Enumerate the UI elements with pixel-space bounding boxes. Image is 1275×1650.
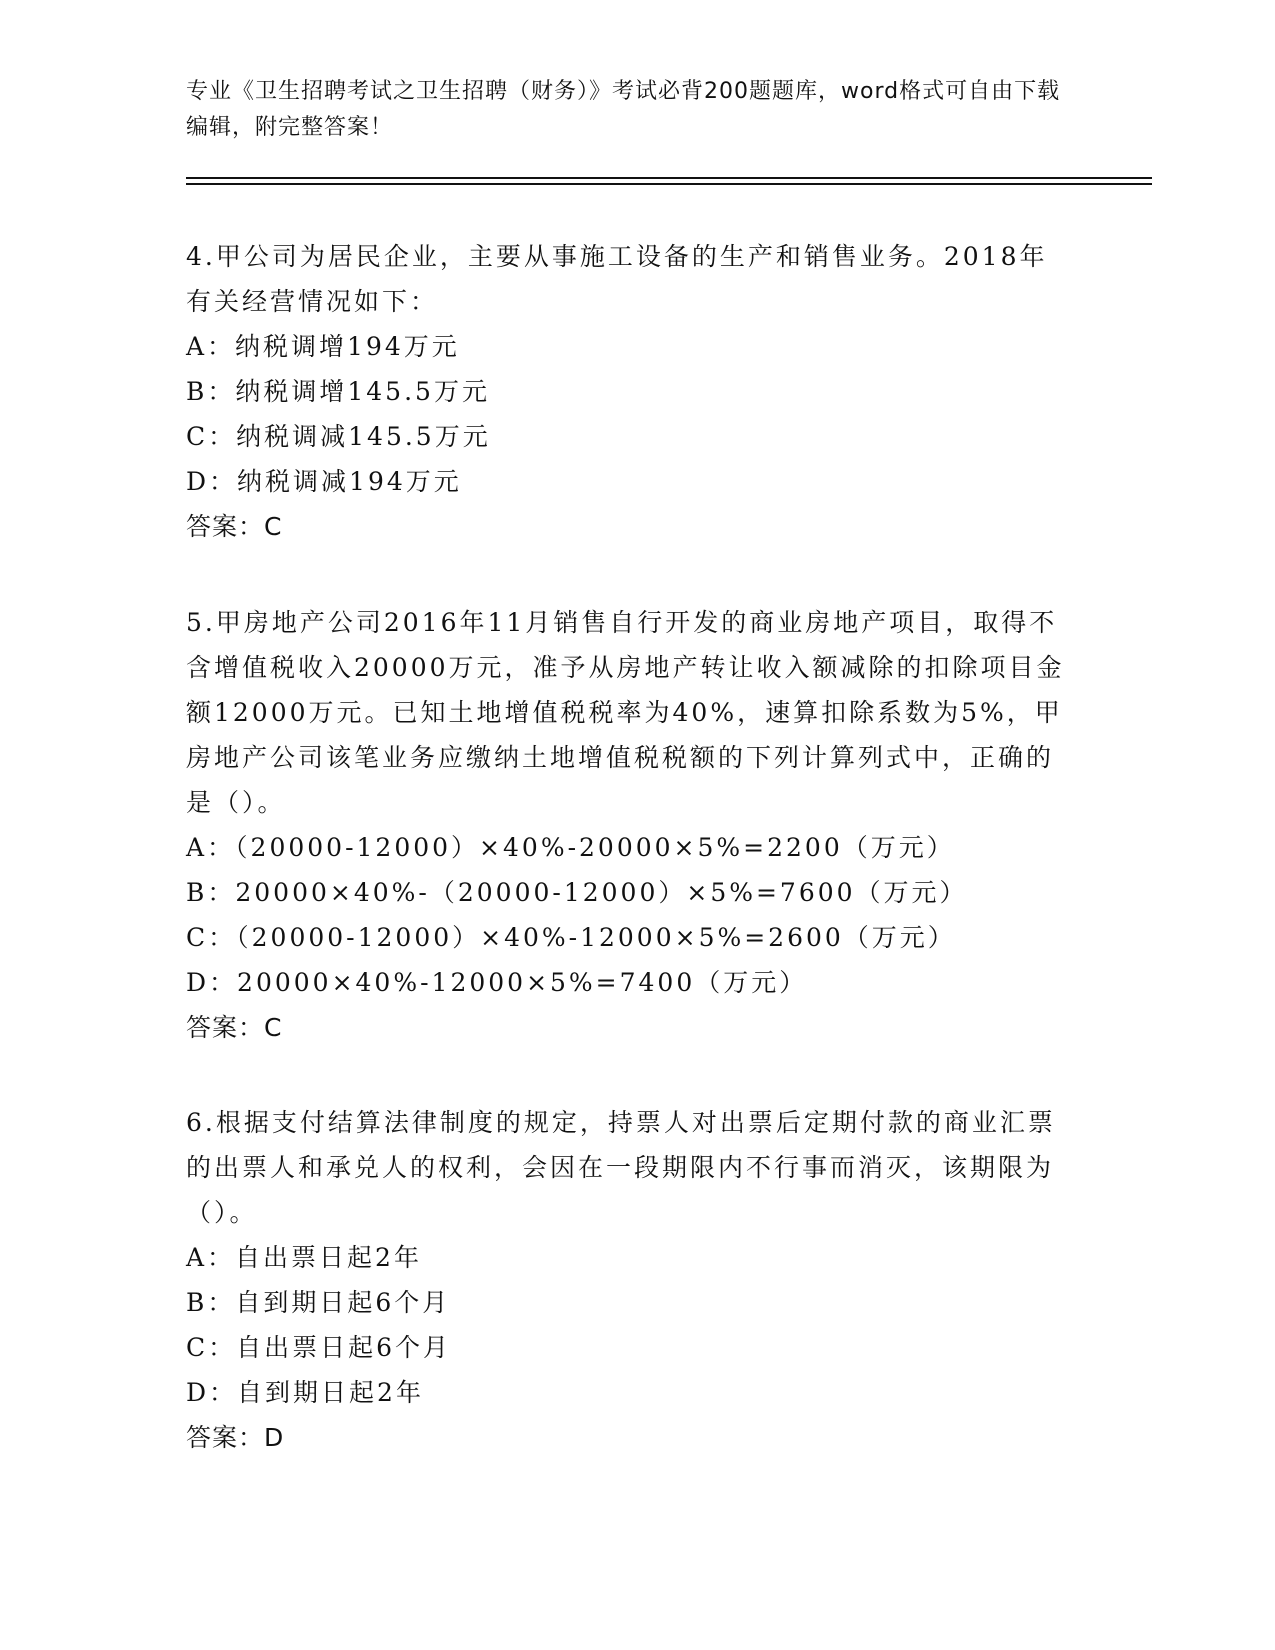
option-c: C：（20000-12000）×40%-12000×5%=2600（万元） <box>186 923 956 952</box>
header-divider-top <box>186 177 1152 179</box>
option-d: D：20000×40%-12000×5%=7400（万元） <box>186 968 808 997</box>
document-header: 专业《卫生招聘考试之卫生招聘（财务）》考试必背200题题库，word格式可自由下载编辑，附完整答案！ <box>186 79 1061 140</box>
option-a: A：纳税调增194万元 <box>186 332 460 361</box>
question-stem: 4.甲公司为居民企业，主要从事施工设备的生产和销售业务。2018年有关经营情况如下： <box>186 242 1048 316</box>
option-d: D：自到期日起2年 <box>186 1378 424 1407</box>
answer-label: 答案：C <box>186 512 283 541</box>
option-b: B：纳税调增145.5万元 <box>186 377 490 406</box>
answer-label: 答案：C <box>186 1013 283 1042</box>
question-stem: 5.甲房地产公司2016年11月销售自行开发的商业房地产项目，取得不含增值税收入20000万元，准予从房地产转让收入额减除的扣除项目金额12000万元。已知土地增值税税率为40%，速算扣除系数为5%，甲房地产公司该笔业务应缴纳土地增值税税额的下列计算列式中，正确的是（）。 <box>186 608 1065 817</box>
question-stem: 6.根据支付结算法律制度的规定，持票人对出票后定期付款的商业汇票的出票人和承兑人的权利，会因在一段期限内不行事而消灭，该期限为（）。 <box>186 1108 1056 1227</box>
question-5 <box>186 600 1066 1050</box>
option-c: C：纳税调减145.5万元 <box>186 422 491 451</box>
option-c: C：自出票日起6个月 <box>186 1333 452 1362</box>
header-divider-bottom <box>186 183 1152 185</box>
option-a: A：自出票日起2年 <box>186 1243 422 1272</box>
question-6 <box>186 1100 1066 1460</box>
question-4 <box>186 234 1066 549</box>
option-b: B：20000×40%-（20000-12000）×5%=7600（万元） <box>186 878 968 907</box>
option-a: A：（20000-12000）×40%-20000×5%=2200（万元） <box>186 833 955 862</box>
answer-label: 答案：D <box>186 1423 285 1452</box>
option-d: D：纳税调减194万元 <box>186 467 462 496</box>
option-b: B：自到期日起6个月 <box>186 1288 451 1317</box>
